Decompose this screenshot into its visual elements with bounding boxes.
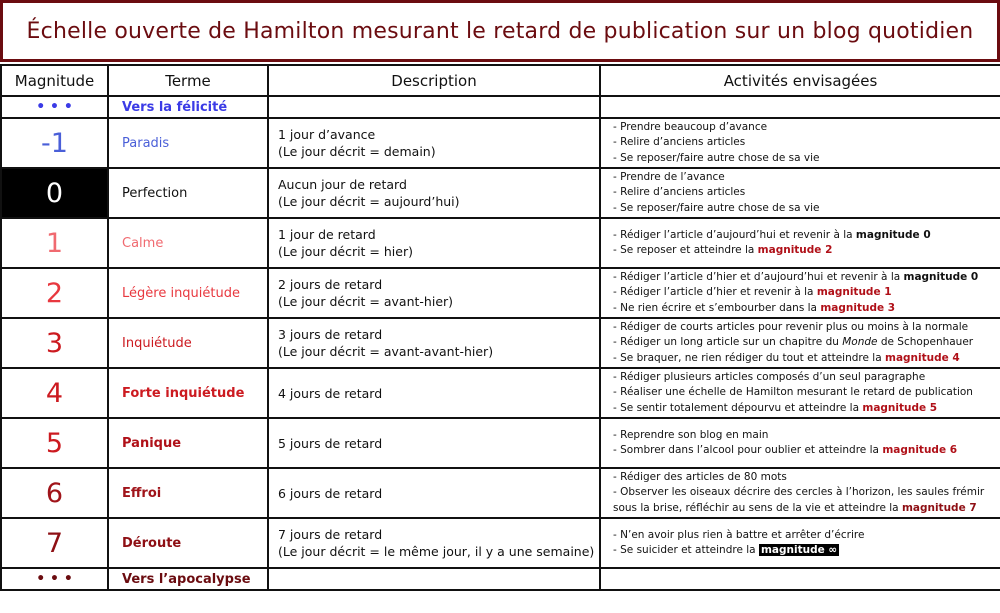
description-line: 1 jour d’avance bbox=[278, 127, 376, 142]
table-row-bottom bbox=[1, 568, 1000, 590]
table-row-3 bbox=[1, 318, 1000, 368]
activity-line: - Rédiger plusieurs articles composés d’un seul paragraphe bbox=[613, 370, 926, 383]
activity-line: - Rédiger un long article sur un chapitre du Monde de Schopenhauer bbox=[613, 336, 974, 349]
activity-line: - Observer les oiseaux décrire des cercles à l’horizon, les saules frémir bbox=[613, 486, 985, 499]
magnitude-ref: magnitude 0 bbox=[855, 228, 931, 241]
activity-line: - Rédiger des articles de 80 mots bbox=[613, 470, 787, 483]
description-cell bbox=[268, 118, 600, 168]
magnitude-cell: 4 bbox=[1, 368, 108, 418]
table-row-1 bbox=[1, 218, 1000, 268]
term-cell: Perfection bbox=[108, 168, 268, 218]
description-cell bbox=[268, 568, 600, 590]
magnitude-ref: magnitude 6 bbox=[882, 444, 958, 456]
activity-line: - Se reposer/faire autre chose de sa vie bbox=[613, 151, 820, 164]
activities-cell bbox=[600, 218, 1000, 268]
activity-line: - Se sentir totalement dépourvu et atteindre la magnitude 5 bbox=[613, 401, 938, 414]
description-cell bbox=[268, 418, 600, 468]
activity-line: - Prendre de l’avance bbox=[613, 170, 725, 183]
activity-line: - Relire d’anciens articles bbox=[613, 136, 746, 149]
activity-line: - N’en avoir plus rien à battre et arrêter d’écrire bbox=[613, 528, 865, 541]
magnitude-ref: magnitude 4 bbox=[885, 351, 960, 364]
activity-line: - Se reposer et atteindre la magnitude 2 bbox=[613, 244, 833, 256]
magnitude-ref: magnitude 2 bbox=[757, 244, 833, 256]
description-line: (Le jour décrit = aujourd’hui) bbox=[278, 194, 460, 209]
activity-line: - Se suicider et atteindre la magnitude ∞ bbox=[613, 544, 838, 556]
header-magnitude: Magnitude bbox=[1, 65, 108, 96]
table-row-minus-1 bbox=[1, 118, 1000, 168]
magnitude-ref: magnitude 0 bbox=[903, 270, 979, 283]
term-cell: Effroi bbox=[108, 468, 268, 518]
description-line: 4 jours de retard bbox=[278, 385, 383, 401]
description-cell bbox=[268, 318, 600, 368]
magnitude-ref: magnitude 7 bbox=[901, 501, 977, 514]
description-cell bbox=[268, 268, 600, 318]
description-cell bbox=[268, 468, 600, 518]
title-banner bbox=[0, 0, 1000, 62]
description-line: 3 jours de retard bbox=[278, 327, 383, 342]
description-cell bbox=[268, 518, 600, 568]
header-terme: Terme bbox=[108, 65, 268, 96]
activity-line: sous la brise, réfléchir au sens de la vie et atteindre la magnitude 7 bbox=[613, 501, 977, 514]
activity-line: - Réaliser une échelle de Hamilton mesurant le retard de publication bbox=[613, 386, 973, 399]
magnitude-cell: 2 bbox=[1, 268, 108, 318]
header-activites: Activités envisagées bbox=[600, 65, 1000, 96]
magnitude-infinity-ref: magnitude ∞ bbox=[760, 544, 838, 556]
term-cell: Calme bbox=[108, 218, 268, 268]
table-row-6 bbox=[1, 468, 1000, 518]
magnitude-cell: 6 bbox=[1, 468, 108, 518]
description-line: 5 jours de retard bbox=[278, 435, 383, 451]
description-line: (Le jour décrit = hier) bbox=[278, 244, 413, 259]
table-row-0 bbox=[1, 168, 1000, 218]
page-title: Échelle ouverte de Hamilton mesurant le retard de publication sur un blog quotidien bbox=[3, 3, 997, 59]
magnitude-cell: • • • bbox=[1, 96, 108, 118]
table-row-7 bbox=[1, 518, 1000, 568]
description-cell bbox=[268, 368, 600, 418]
activity-line: - Sombrer dans l’alcool pour oublier et atteindre la magnitude 6 bbox=[613, 444, 958, 456]
description-line: 6 jours de retard bbox=[278, 485, 383, 501]
activities-cell bbox=[600, 568, 1000, 590]
activities-cell bbox=[600, 468, 1000, 518]
description-line: (Le jour décrit = le même jour, il y a une semaine) bbox=[278, 544, 595, 559]
magnitude-cell: 1 bbox=[1, 218, 108, 268]
header-row bbox=[1, 65, 1000, 96]
activities-cell bbox=[600, 168, 1000, 218]
magnitude-cell: 0 bbox=[1, 168, 108, 218]
description-cell bbox=[268, 218, 600, 268]
table-row-5 bbox=[1, 418, 1000, 468]
table-row-top bbox=[1, 96, 1000, 118]
magnitude-cell: 3 bbox=[1, 318, 108, 368]
term-cell: Paradis bbox=[108, 118, 268, 168]
term-cell: Inquiétude bbox=[108, 318, 268, 368]
activities-cell bbox=[600, 96, 1000, 118]
description-line: (Le jour décrit = avant-avant-hier) bbox=[278, 344, 494, 359]
magnitude-ref: magnitude 5 bbox=[862, 401, 938, 414]
term-cell: Vers la félicité bbox=[108, 96, 268, 118]
description-line: Aucun jour de retard bbox=[278, 177, 407, 192]
activities-cell bbox=[600, 368, 1000, 418]
term-cell: Légère inquiétude bbox=[108, 268, 268, 318]
description-line: (Le jour décrit = avant-hier) bbox=[278, 294, 454, 309]
magnitude-cell: • • • bbox=[1, 568, 108, 590]
description-line: 2 jours de retard bbox=[278, 277, 383, 292]
description-cell bbox=[268, 96, 600, 118]
activities-cell bbox=[600, 118, 1000, 168]
activities-cell bbox=[600, 518, 1000, 568]
activity-line: - Rédiger l’article d’aujourd’hui et revenir à la magnitude 0 bbox=[613, 228, 931, 241]
hamilton-scale-table bbox=[0, 64, 1000, 591]
magnitude-cell: -1 bbox=[1, 118, 108, 168]
description-line: 1 jour de retard bbox=[278, 227, 376, 242]
activity-line: - Rédiger de courts articles pour revenir plus ou moins à la normale bbox=[613, 320, 969, 333]
activities-cell bbox=[600, 418, 1000, 468]
activity-line: - Reprendre son blog en main bbox=[613, 428, 769, 441]
activity-line: - Ne rien écrire et s’embourber dans la magnitude 3 bbox=[613, 301, 896, 314]
magnitude-cell: 7 bbox=[1, 518, 108, 568]
table-row-4 bbox=[1, 368, 1000, 418]
description-line: 7 jours de retard bbox=[278, 527, 383, 542]
magnitude-ref: magnitude 3 bbox=[820, 301, 896, 314]
magnitude-ref: magnitude 1 bbox=[816, 286, 892, 299]
activity-line: - Rédiger l’article d’hier et revenir à la magnitude 1 bbox=[613, 286, 892, 299]
activities-cell bbox=[600, 268, 1000, 318]
activity-line: - Rédiger l’article d’hier et d’aujourd’hui et revenir à la magnitude 0 bbox=[613, 270, 979, 283]
description-cell bbox=[268, 168, 600, 218]
term-cell: Forte inquiétude bbox=[108, 368, 268, 418]
header-description: Description bbox=[268, 65, 600, 96]
magnitude-cell: 5 bbox=[1, 418, 108, 468]
activity-line: - Se reposer/faire autre chose de sa vie bbox=[613, 201, 820, 214]
activity-line: - Prendre beaucoup d’avance bbox=[613, 120, 768, 133]
table-row-2 bbox=[1, 268, 1000, 318]
term-cell: Déroute bbox=[108, 518, 268, 568]
description-line: (Le jour décrit = demain) bbox=[278, 144, 436, 159]
activity-line: - Relire d’anciens articles bbox=[613, 186, 746, 199]
activity-line: - Se braquer, ne rien rédiger du tout et atteindre la magnitude 4 bbox=[613, 351, 960, 364]
term-cell: Panique bbox=[108, 418, 268, 468]
term-cell: Vers l’apocalypse bbox=[108, 568, 268, 590]
activities-cell bbox=[600, 318, 1000, 368]
